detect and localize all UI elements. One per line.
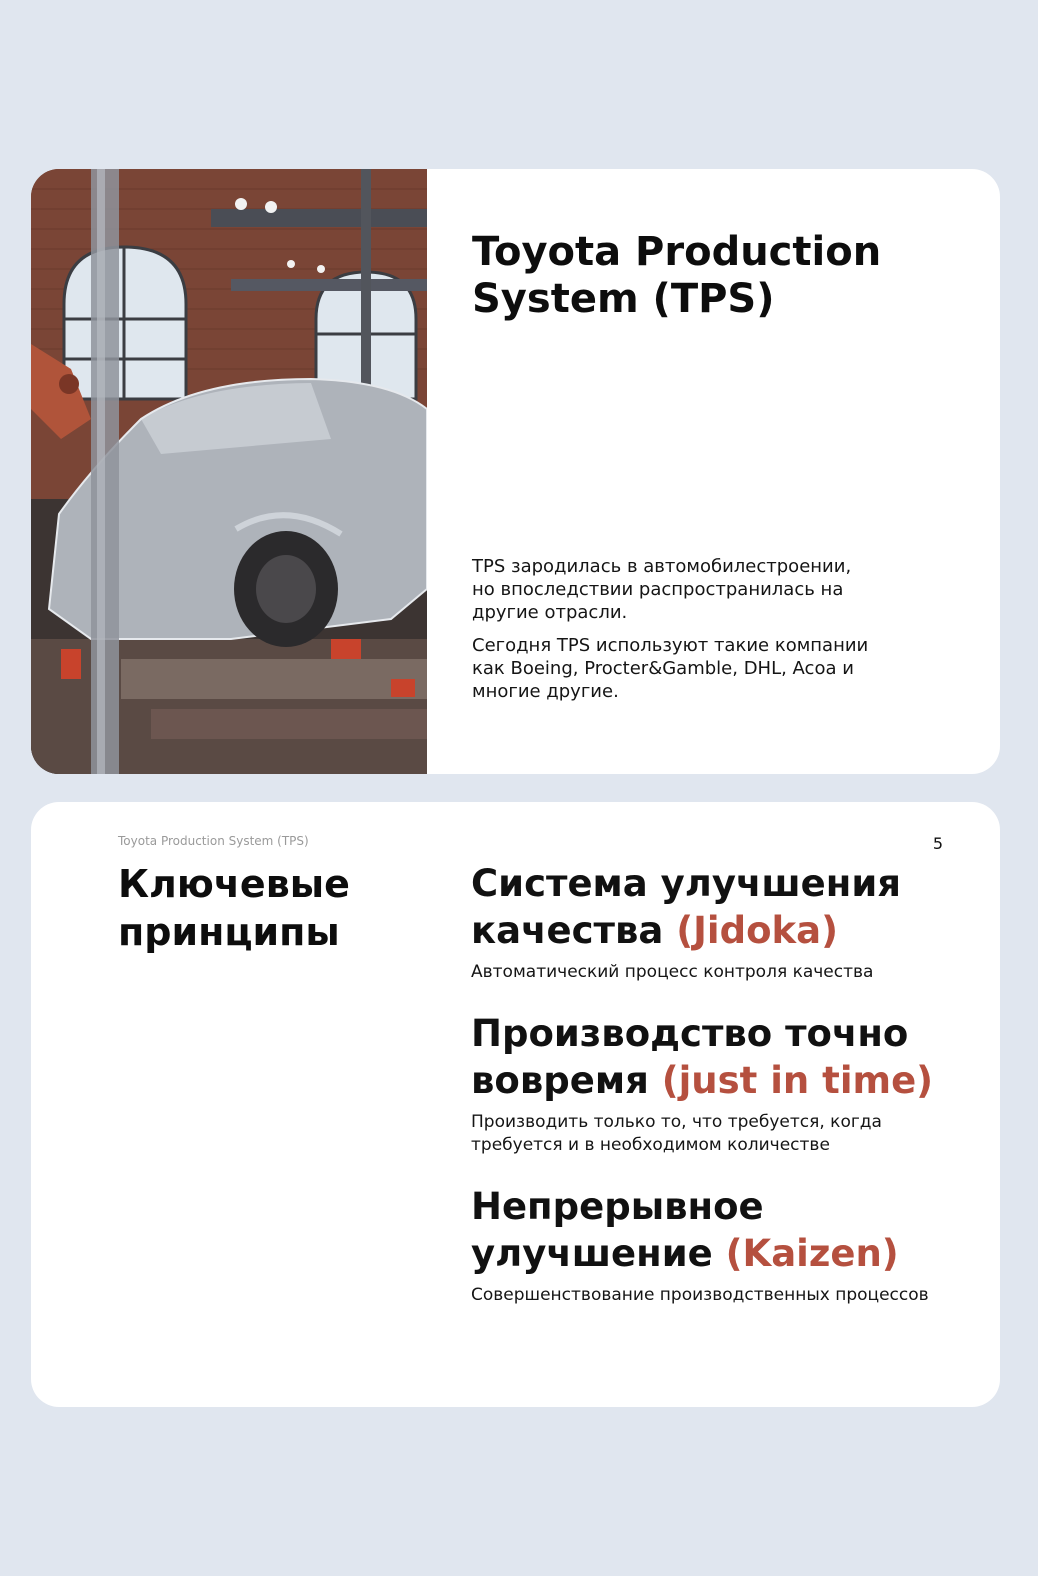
principle-accent: (just in time) [661, 1059, 934, 1102]
principle-item [471, 860, 941, 984]
principle-title [471, 860, 941, 954]
principle-description: Автоматический процесс контроля качества [471, 962, 874, 982]
principle-title-text: Непрерывное улучшение [471, 1185, 764, 1275]
principle-accent: (Jidoka) [676, 909, 838, 952]
slide-header: Toyota Production System (TPS) [118, 834, 309, 848]
principle-accent: (Kaizen) [725, 1232, 899, 1275]
principle-description: Производить только то, что требуется, когда требуется и в необходимом количестве [471, 1112, 882, 1155]
principle-title-text: Система улучшения качества [471, 862, 902, 952]
intro-paragraph: TPS зародилась в автомобилестроении, но впоследствии распространилась на другие отрасли. [472, 556, 852, 623]
car-factory-photo [31, 169, 427, 774]
intro-paragraph: Сегодня TPS используют такие компании как Boeing, Procter&Gamble, DHL, Acoa и многие другие. [472, 635, 869, 702]
principle-title [471, 1010, 941, 1104]
intro-text [472, 555, 872, 713]
principle-title-text: Производство точно вовремя [471, 1012, 909, 1102]
principle-item [471, 1010, 941, 1157]
principle-description: Совершенствование производственных процессов [471, 1285, 929, 1305]
slide-title: Ключевые принципы [118, 862, 350, 954]
principles-list [471, 860, 941, 1333]
slide-principles [31, 802, 1000, 1407]
principle-title [471, 1183, 941, 1277]
slide-intro [31, 169, 1000, 774]
principle-item [471, 1183, 941, 1307]
slide-title: Toyota Production System (TPS) [472, 229, 882, 322]
page-number: 5 [932, 834, 943, 853]
car-factory-illustration [31, 169, 427, 774]
